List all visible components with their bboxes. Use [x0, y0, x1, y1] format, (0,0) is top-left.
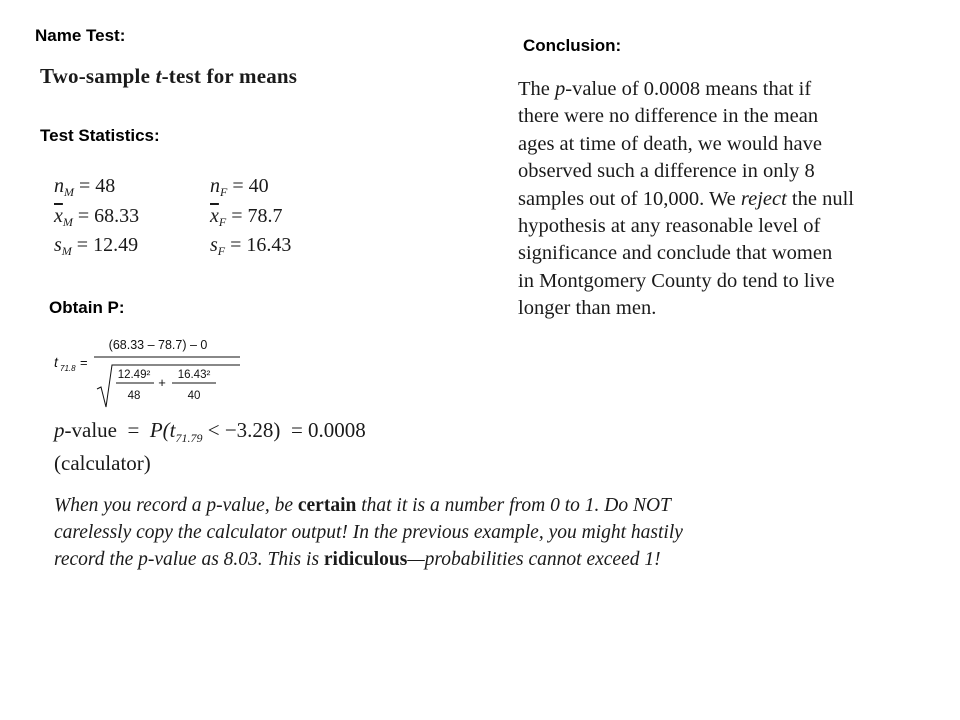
- conclusion-text-part: samples out of 10,000. We: [518, 187, 741, 210]
- stat-sd-women: [210, 233, 291, 263]
- pvalue-result: 0.0008: [308, 418, 366, 442]
- pvalue-label: [54, 418, 117, 442]
- conclusion-line: observed such a difference in only 8: [518, 160, 815, 183]
- test-name-italic: t: [155, 64, 162, 88]
- formula-plus: +: [158, 375, 166, 390]
- formula-term1-denominator: 48: [127, 390, 141, 402]
- formula-numerator: (68.33 – 78.7) – 0: [108, 338, 208, 352]
- pvalue-warning-note: [54, 492, 814, 573]
- note-emphasis-certain: certain: [297, 495, 357, 516]
- obtain-p-heading: Obtain P:: [49, 298, 125, 317]
- conclusion-text-italic: p: [555, 78, 566, 100]
- stat-value: = 78.7: [231, 205, 283, 227]
- pvalue-label-rest: -value: [64, 418, 117, 442]
- note-text-part: record the p-value as 8.03. This is: [54, 549, 324, 570]
- conclusion-text-part: The: [518, 78, 555, 100]
- note-line: [54, 546, 814, 573]
- formula-term2-denominator: 40: [187, 390, 201, 402]
- stat-symbol: $\overline{x}$: [54, 205, 63, 227]
- pvalue-less-than: <: [207, 418, 220, 442]
- formula-term1-numerator: 12.49²: [117, 369, 151, 381]
- stat-value: = 40: [232, 175, 269, 197]
- formula-lhs: t: [54, 354, 58, 370]
- note-line: [54, 492, 814, 519]
- conclusion-text-part: -value of 0.0008 means that if: [565, 78, 812, 100]
- conclusion-text-part: the null: [786, 187, 854, 210]
- formula-term2-numerator: 16.43²: [177, 369, 211, 381]
- pvalue-df: 71.79: [175, 431, 203, 446]
- test-name-part: Two-sample: [40, 64, 156, 88]
- pvalue-calculator-note: (calculator): [54, 451, 151, 476]
- conclusion-line: ages at time of death, we would have: [518, 132, 822, 155]
- pvalue-t: t: [169, 418, 176, 442]
- stat-subscript: F: [217, 244, 226, 258]
- stat-value: = 16.43: [230, 234, 292, 256]
- t-statistic-formula: [54, 333, 284, 411]
- conclusion-heading: Conclusion:: [523, 36, 622, 55]
- stat-symbol: n: [210, 175, 220, 197]
- pvalue-label-p: p: [54, 418, 65, 442]
- formula-equals: =: [80, 355, 88, 370]
- name-test-heading: Name Test:: [35, 26, 126, 45]
- conclusion-line: [518, 186, 913, 213]
- conclusion-text: [518, 76, 913, 323]
- conclusion-text-italic: reject: [740, 187, 787, 210]
- stat-subscript: F: [218, 215, 227, 229]
- stat-subscript: M: [61, 244, 72, 258]
- stat-mean-women: [210, 204, 283, 234]
- pvalue-equals: =: [290, 418, 303, 442]
- stat-subscript: M: [64, 185, 74, 199]
- stat-value: = 68.33: [77, 205, 140, 227]
- note-text-part: —probabilities cannot exceed 1!: [407, 549, 661, 570]
- stat-sd-men: [54, 233, 138, 263]
- pvalue-probability: P(: [149, 418, 170, 442]
- stat-value: = 48: [79, 175, 116, 197]
- pvalue-equals: =: [127, 418, 140, 442]
- pvalue-line: [54, 418, 366, 476]
- stat-symbol: s: [210, 234, 218, 256]
- stat-symbol: s: [54, 234, 62, 256]
- stat-subscript: M: [62, 215, 73, 229]
- conclusion-line: in Montgomery County do tend to live: [518, 269, 835, 292]
- conclusion-line: [518, 76, 913, 103]
- stat-symbol: $\overline{x}$: [210, 205, 219, 227]
- note-text-part: When you record a p-value, be: [54, 495, 298, 516]
- conclusion-line: significance and conclude that women: [518, 242, 833, 265]
- test-name: [40, 64, 297, 89]
- conclusion-line: longer than men.: [518, 297, 657, 320]
- stat-symbol: n: [54, 175, 64, 197]
- conclusion-line: hypothesis at any reasonable level of: [518, 215, 821, 238]
- note-text-part: that it is a number from 0 to 1. Do NOT: [356, 495, 671, 516]
- note-line: carelessly copy the calculator output! In the previous example, you might hastily: [54, 522, 683, 543]
- formula-lhs-subscript: 71.8: [60, 364, 76, 373]
- stat-n-men: [54, 174, 115, 204]
- pvalue-statistic: −3.28): [224, 418, 281, 442]
- conclusion-line: there were no difference in the mean: [518, 105, 819, 128]
- test-statistics-heading: Test Statistics:: [40, 126, 160, 145]
- test-name-part: -test for means: [161, 64, 298, 88]
- stat-value: = 12.49: [76, 234, 139, 256]
- stat-n-women: [210, 174, 269, 204]
- note-emphasis-ridiculous: ridiculous: [323, 549, 408, 570]
- stat-subscript: F: [220, 185, 228, 199]
- stat-mean-men: [54, 204, 139, 234]
